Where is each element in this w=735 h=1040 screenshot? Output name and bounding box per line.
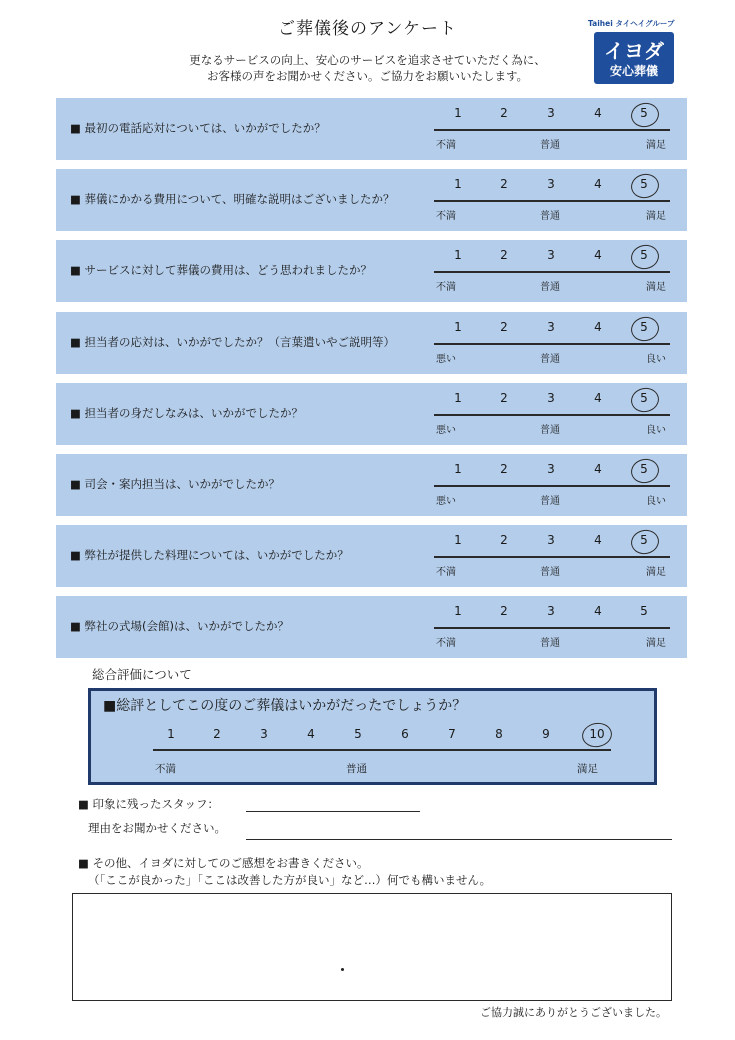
scale-line <box>434 343 670 345</box>
scale-label-mid: 普通 <box>540 496 560 507</box>
selected-circle[interactable] <box>629 456 661 485</box>
scale-number[interactable]: 3 <box>547 391 555 405</box>
scale-number[interactable]: 4 <box>594 533 602 547</box>
scale-line <box>434 271 670 273</box>
scale-number[interactable]: 4 <box>594 177 602 191</box>
scale-number[interactable]: 2 <box>500 391 508 405</box>
scale-number[interactable]: 3 <box>547 177 555 191</box>
scale-label-high: 良い <box>646 425 666 436</box>
scale-number[interactable]: 1 <box>454 320 462 334</box>
intro-line-2: お客様の声をお聞かせください。ご協力をお願いいたします。 <box>206 69 529 83</box>
scale-number[interactable]: 2 <box>500 177 508 191</box>
logo-box <box>594 32 674 84</box>
logo-subtitle: 安心葬儀 <box>609 64 658 78</box>
scale-label-high: 満足 <box>646 567 666 578</box>
overall-rating-box <box>88 688 657 785</box>
thanks-text: ご協力誠にありがとうございました。 <box>480 1006 667 1019</box>
scale-number[interactable]: 2 <box>500 533 508 547</box>
question-row <box>56 240 687 302</box>
logo-group-text: Taihei タイヘイグループ <box>588 19 675 28</box>
overall-scale-number[interactable]: 1 <box>167 727 175 741</box>
scale-number[interactable]: 5 <box>640 177 648 191</box>
overall-scale-number[interactable]: 2 <box>213 727 221 741</box>
scale-number[interactable]: 3 <box>547 604 555 618</box>
scale-label-low: 悪い <box>436 354 456 365</box>
scale-label-mid: 普通 <box>540 282 560 293</box>
overall-question: ■総評としてこの度のご葬儀はいかがだったでしょうか？ <box>103 698 467 714</box>
overall-section-title: 総合評価について <box>92 667 192 682</box>
overall-scale-number[interactable]: 10 <box>589 727 605 741</box>
question-text: ■ 葬儀にかかる費用について、明確な説明はございましたか？ <box>70 192 395 206</box>
scale-label-mid: 普通 <box>540 354 560 365</box>
overall-label-low: 不満 <box>155 763 176 775</box>
scale-number[interactable]: 3 <box>547 106 555 120</box>
scale-label-low: 悪い <box>436 496 456 507</box>
overall-scale-number[interactable]: 9 <box>542 727 550 741</box>
comments-label: ■ その他、イヨダに対してのご感想をお書きください。 <box>78 856 369 870</box>
scale-number[interactable]: 4 <box>594 462 602 476</box>
scale-number[interactable]: 3 <box>547 462 555 476</box>
scale-line <box>434 485 670 487</box>
scale-number[interactable]: 5 <box>640 462 648 476</box>
comment-box[interactable] <box>72 893 672 1001</box>
overall-scale-number[interactable]: 7 <box>448 727 456 741</box>
scale-label-mid: 普通 <box>540 425 560 436</box>
scale-line <box>434 627 670 629</box>
scale-number[interactable]: 1 <box>454 248 462 262</box>
scale-number[interactable]: 2 <box>500 106 508 120</box>
scale-number[interactable]: 2 <box>500 604 508 618</box>
question-row <box>56 525 687 587</box>
staff-label: ■ 印象に残ったスタッフ： <box>78 797 220 811</box>
overall-scale-number[interactable]: 4 <box>307 727 315 741</box>
overall-scale-number[interactable]: 8 <box>495 727 503 741</box>
overall-scale-line <box>153 749 611 751</box>
scale-number[interactable]: 5 <box>640 248 648 262</box>
scale-number[interactable]: 5 <box>640 533 648 547</box>
overall-scale-number[interactable]: 3 <box>260 727 268 741</box>
reason-line[interactable] <box>246 839 672 840</box>
scale-number[interactable]: 2 <box>500 462 508 476</box>
pen-mark <box>341 968 344 971</box>
scale-number[interactable]: 2 <box>500 320 508 334</box>
question-row <box>56 312 687 374</box>
scale-number[interactable]: 4 <box>594 320 602 334</box>
scale-number[interactable]: 2 <box>500 248 508 262</box>
selected-circle[interactable] <box>629 385 661 414</box>
question-row <box>56 169 687 231</box>
selected-circle[interactable] <box>629 100 661 129</box>
intro-line-1: 更なるサービスの向上、安心のサービスを追求させていただく為に、 <box>189 53 546 67</box>
scale-label-high: 良い <box>646 496 666 507</box>
scale-number[interactable]: 4 <box>594 248 602 262</box>
scale-number[interactable]: 1 <box>454 391 462 405</box>
question-text: ■ 弊社が提供した料理については、いかがでしたか？ <box>70 548 349 562</box>
scale-label-low: 不満 <box>436 638 456 649</box>
scale-number[interactable]: 5 <box>640 391 648 405</box>
question-text: ■ 担当者の応対は、いかがでしたか？（言葉遣いやご説明等） <box>70 335 396 349</box>
overall-label-high: 満足 <box>577 763 598 775</box>
scale-number[interactable]: 4 <box>594 604 602 618</box>
question-text: ■ 担当者の身だしなみは、いかがでしたか？ <box>70 406 304 420</box>
question-text: ■ 弊社の式場(会館)は、いかがでしたか？ <box>70 619 289 633</box>
scale-line <box>434 414 670 416</box>
scale-label-high: 満足 <box>646 211 666 222</box>
page-title: ご葬儀後のアンケート <box>278 19 457 39</box>
scale-number[interactable]: 4 <box>594 106 602 120</box>
overall-scale-number[interactable]: 6 <box>401 727 409 741</box>
scale-number[interactable]: 1 <box>454 462 462 476</box>
selected-circle[interactable] <box>629 527 661 556</box>
overall-label-mid: 普通 <box>346 763 367 775</box>
scale-label-low: 不満 <box>436 211 456 222</box>
scale-line <box>434 556 670 558</box>
question-text: ■ 最初の電話応対については、いかがでしたか？ <box>70 121 326 135</box>
scale-number[interactable]: 1 <box>454 106 462 120</box>
scale-label-low: 不満 <box>436 282 456 293</box>
question-row <box>56 383 687 445</box>
scale-label-mid: 普通 <box>540 140 560 151</box>
scale-number[interactable]: 5 <box>640 320 648 334</box>
reason-label: 理由をお聞かせください。 <box>88 821 226 835</box>
scale-label-high: 満足 <box>646 140 666 151</box>
scale-label-low: 不満 <box>436 567 456 578</box>
scale-number[interactable]: 3 <box>547 533 555 547</box>
scale-label-mid: 普通 <box>540 638 560 649</box>
scale-number[interactable]: 3 <box>547 248 555 262</box>
scale-number[interactable]: 3 <box>547 320 555 334</box>
scale-label-low: 悪い <box>436 425 456 436</box>
scale-number[interactable]: 5 <box>640 106 648 120</box>
question-text: ■ サービスに対して葬儀の費用は、どう思われましたか？ <box>70 263 373 277</box>
scale-line <box>434 129 670 131</box>
scale-number[interactable]: 1 <box>454 604 462 618</box>
selected-circle[interactable] <box>629 242 661 271</box>
logo-name: イヨダ <box>604 39 664 63</box>
question-text: ■ 司会・案内担当は、いかがでしたか？ <box>70 477 281 491</box>
question-row <box>56 596 687 658</box>
scale-label-low: 不満 <box>436 140 456 151</box>
comments-hint: （「ここが良かった」「ここは改善した方が良い」など…）何でも構いません。 <box>88 873 492 887</box>
selected-circle[interactable] <box>629 314 661 343</box>
selected-circle[interactable] <box>629 171 661 200</box>
question-row <box>56 98 687 160</box>
scale-label-high: 満足 <box>646 638 666 649</box>
question-row <box>56 454 687 516</box>
scale-number[interactable]: 5 <box>640 604 648 618</box>
scale-label-high: 満足 <box>646 282 666 293</box>
overall-selected-circle[interactable] <box>580 721 614 750</box>
scale-label-high: 良い <box>646 354 666 365</box>
scale-line <box>434 200 670 202</box>
scale-number[interactable]: 4 <box>594 391 602 405</box>
scale-label-mid: 普通 <box>540 211 560 222</box>
scale-number[interactable]: 1 <box>454 177 462 191</box>
scale-label-mid: 普通 <box>540 567 560 578</box>
company-logo <box>588 18 680 88</box>
staff-name-line[interactable] <box>246 811 420 812</box>
overall-scale-number[interactable]: 5 <box>354 727 362 741</box>
scale-number[interactable]: 1 <box>454 533 462 547</box>
